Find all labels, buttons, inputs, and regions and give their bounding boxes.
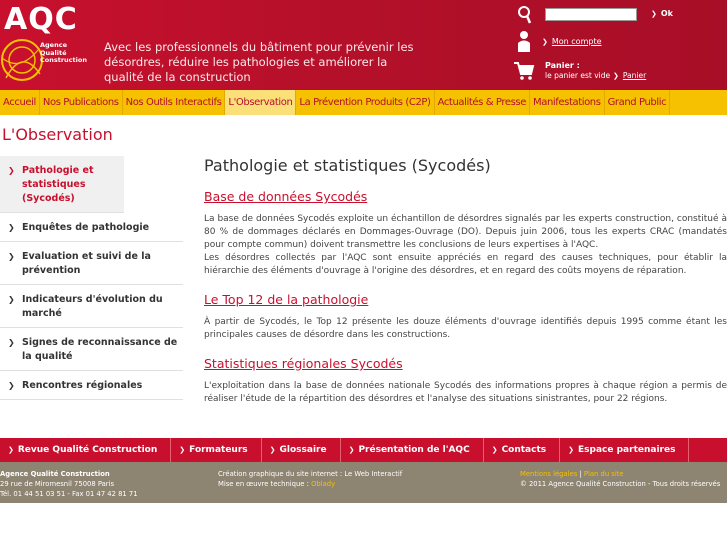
footer-link-label: Contacts [501,445,547,455]
sitemap-link[interactable]: Plan du site [583,470,624,478]
nav-item-manifestations[interactable]: Manifestations [530,90,605,115]
section-body-regionales: L'exploitation dans la base de données nationale Sycodés des informations propres à chaque région a permis de réaliser l'étude de la répartition des désordres et l'analyse des situations sinistrantes, pour 22 régions. [204,381,727,404]
sidebar-item-label: Signes de reconnaissance de la qualité [22,337,178,362]
footer-org-name: Agence Qualité Construction [0,470,110,478]
aqc-logo[interactable] [0,0,92,90]
sidebar-item-signes[interactable] [0,328,183,371]
sidebar-item-label: Enquêtes de pathologie [22,222,150,233]
sidebar-item-label: Pathologie et statistiques (Sycodés) [22,165,94,204]
footer-link-formateurs[interactable] [171,438,261,462]
footer-link-partenaires[interactable] [560,438,689,462]
cart-link[interactable] [613,71,646,80]
footer-link-glossaire[interactable] [262,438,341,462]
section-title-top12[interactable]: Le Top 12 de la pathologie [204,292,369,307]
chevron-right-icon: ❯ [8,295,15,304]
sidebar-item-pathologie[interactable] [0,156,124,213]
search-ok-button[interactable] [651,9,673,18]
footer-legal-row [520,469,720,479]
logo-subtitle [40,42,87,65]
footer-link-revue[interactable] [0,438,171,462]
section-title-regionales[interactable]: Statistiques régionales Sycodés [204,356,403,371]
logo-line-construction: Construction [40,56,87,64]
sidebar-item-rencontres[interactable] [0,371,183,400]
footer-legal-block [520,469,720,489]
search-icon [516,5,534,25]
sidebar-item-evaluation[interactable] [0,242,183,285]
footer-link-label: Glossaire [279,445,327,455]
nav-item-grand-public[interactable]: Grand Public [605,90,671,115]
sidebar-item-indicateurs[interactable] [0,285,183,328]
credit-tech-prefix: Mise en œuvre technique : [218,480,309,488]
oblady-link[interactable]: Oblady [311,480,336,488]
footer-address-block [0,469,138,499]
cart-icon [513,61,535,81]
legal-link[interactable]: Mentions légales [520,470,578,478]
logo-line-agence: Agence [40,41,67,49]
logo-text: AQC [4,2,78,37]
sidebar [0,156,183,400]
chevron-right-icon: ❯ [651,10,657,18]
nav-item-observation[interactable]: L'Observation [225,90,296,115]
cart-title: Panier : [545,61,580,70]
page-title: L'Observation [2,125,113,144]
section-title-base[interactable]: Base de données Sycodés [204,189,368,204]
chevron-right-icon: ❯ [179,446,186,454]
chevron-right-icon: ❯ [8,338,15,347]
user-icon [517,30,531,52]
chevron-right-icon: ❯ [8,252,15,261]
footer-phone: Tél. 01 44 51 03 51 - Fax 01 47 42 81 71 [0,490,138,498]
main-content [204,156,727,420]
footer-separator: | [579,470,582,478]
footer-link-label: Revue Qualité Construction [17,445,158,455]
chevron-right-icon: ❯ [568,446,575,454]
chevron-right-icon: ❯ [8,223,15,232]
sidebar-item-label: Rencontres régionales [22,380,143,391]
sidebar-item-label: Evaluation et suivi de la prévention [22,251,151,276]
chevron-right-icon: ❯ [8,381,15,390]
chevron-right-icon: ❯ [613,72,619,80]
footer-copyright: © 2011 Agence Qualité Construction - Tous droits réservés [520,480,721,488]
footer-link-presentation[interactable] [341,438,484,462]
footer-credit-tech [218,479,402,489]
chevron-right-icon: ❯ [491,446,498,454]
chevron-right-icon: ❯ [8,446,14,454]
section-paragraph: La base de données Sycodés exploite un échantillon de désordres signalés par les experts construction, constitué à 80 % de dommages déclarés en Dommages-Ouvrage (DO). Depuis juin 2006, tous les experts CRAC (mandatés pour compte commun) doivent transmettre les conclusions de leurs expertises à l'AQC. [204,214,727,250]
nav-item-accueil[interactable]: Accueil [0,90,40,115]
footer-credit-design: Création graphique du site internet : Le Web Interactif [218,470,403,478]
sidebar-item-enquetes[interactable] [0,213,183,242]
footer-links-bar [0,438,727,462]
sidebar-item-label: Indicateurs d'évolution du marché [22,294,163,319]
footer-address: 29 rue de Miromesnil 75008 Paris [0,480,115,488]
nav-item-publications[interactable]: Nos Publications [40,90,123,115]
site-header [0,0,727,90]
nav-item-outils[interactable]: Nos Outils Interactifs [123,90,226,115]
nav-item-prevention[interactable]: La Prévention Produits (C2P) [296,90,434,115]
footer-link-contacts[interactable] [484,438,560,462]
footer-link-label: Formateurs [189,445,248,455]
header-tools [508,0,727,90]
footer-link-label: Présentation de l'AQC [358,445,470,455]
section-paragraph: Les désordres collectés par l'AQC sont ensuite appréciés en regard des causes techniques, pour établir la hiérarchie des éléments d'ouvrage à l'origine des désordres, et en regard des coûts moyens de réparation. [204,253,727,276]
section-body-top12: À partir de Sycodés, le Top 12 présente les douze éléments d'ouvrage identifiés depuis 1995 comme étant les principales causes de désordre dans les constructions. [204,317,727,340]
chevron-right-icon: ❯ [8,166,15,175]
footer-link-label: Espace partenaires [578,445,676,455]
footer-credits-block [218,469,402,489]
chevron-right-icon: ❯ [348,446,355,454]
search-input[interactable] [545,8,637,21]
cart-status: le panier est vide [545,71,611,80]
site-tagline: Avec les professionnels du bâtiment pour prévenir les désordres, réduire les pathologies et améliorer la qualité de la construction [104,40,414,84]
chevron-right-icon: ❯ [269,446,276,454]
logo-line-qualite: Qualité [40,48,67,57]
nav-item-actualites[interactable]: Actualités & Presse [435,90,530,115]
content-title: Pathologie et statistiques (Sycodés) [204,156,491,175]
account-link[interactable] [542,37,602,46]
cart-link-label: Panier [622,71,647,80]
footer-info [0,462,727,503]
account-label: Mon compte [551,37,602,46]
section-body-base [204,213,727,278]
main-nav [0,90,727,115]
chevron-right-icon: ❯ [542,38,548,46]
ok-label: Ok [660,9,673,18]
